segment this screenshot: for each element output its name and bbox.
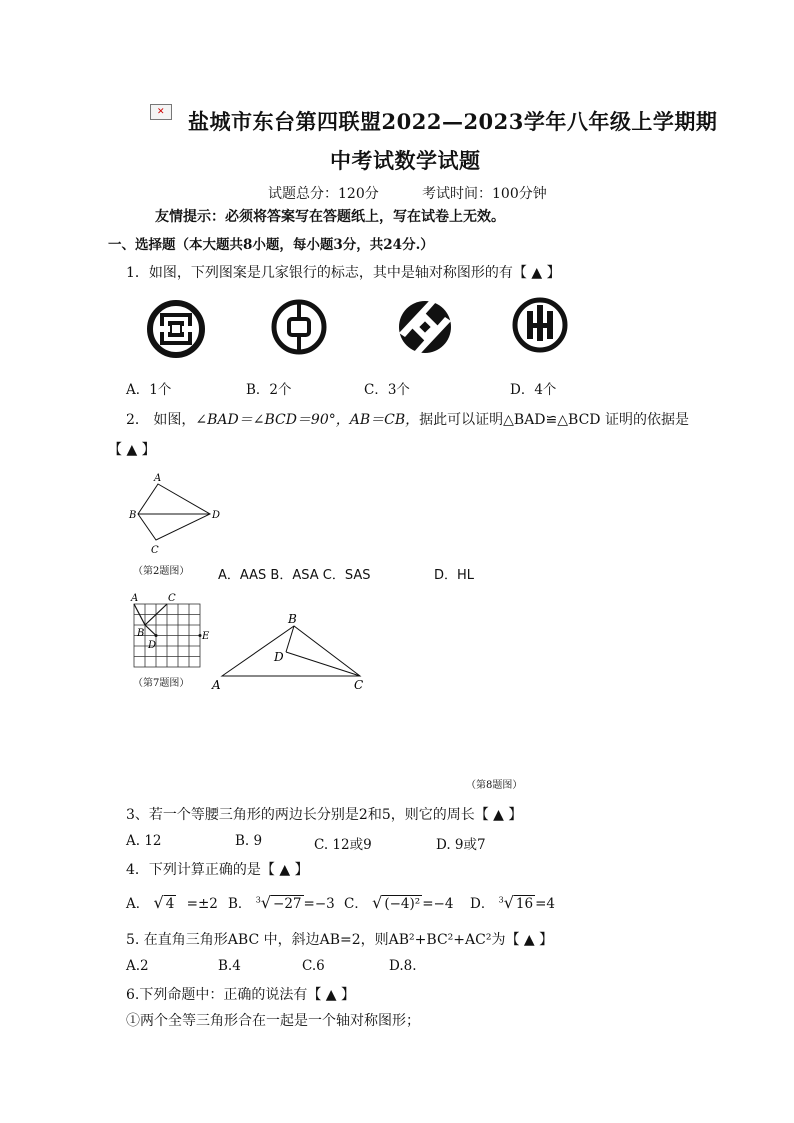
q2-option-d: D．HL	[434, 568, 475, 583]
q1-option-b: B．2个	[246, 382, 292, 398]
score-info: 试题总分：120分	[268, 186, 379, 202]
q3-option-b: B. 9	[235, 833, 263, 849]
question-2	[126, 409, 689, 429]
bank-logo-3	[399, 301, 451, 353]
fig7-label-d: D	[148, 640, 157, 651]
fig7-label-b: B	[137, 628, 145, 639]
sqrt-symbol: √	[503, 893, 514, 912]
q4-b-expr: −27	[273, 896, 302, 912]
fig2-label-b: B	[129, 510, 137, 521]
fig2-label-c: C	[151, 545, 159, 556]
q2-options: A．AAS B．ASA C．SAS	[218, 568, 371, 583]
fig8-label-d: D	[274, 650, 284, 664]
question-1: 1．如图，下列图案是几家银行的标志，其中是轴对称图形的有【 ▲ 】	[126, 265, 561, 281]
document-icon: ✕	[150, 104, 172, 120]
q4-d-rest: =4	[535, 896, 556, 912]
q1-option-d: D．4个	[510, 382, 557, 398]
q5-option-b: B.4	[218, 958, 241, 974]
time-info: 考试时间：100分钟	[422, 186, 547, 202]
bank-logos	[140, 293, 580, 368]
fig8-label-b: B	[288, 612, 297, 626]
title-line-1: 盐城市东台第四联盟2022—2023学年八年级上学期期	[188, 109, 718, 134]
q1-option-c: C．3个	[364, 382, 410, 398]
q5-option-d: D.8.	[389, 958, 417, 974]
q4-c-label: C．	[344, 896, 368, 912]
sqrt-symbol: √	[260, 893, 272, 912]
fig7-label-e: E	[202, 631, 210, 642]
bank-logo-4	[515, 300, 565, 350]
q4-b-rest: =−3	[303, 896, 335, 912]
bank-logo-1	[150, 303, 202, 355]
q4-b-index: 3	[255, 895, 261, 905]
q4-a-expr: 4	[165, 896, 175, 912]
fig2-label-d: D	[212, 510, 221, 521]
q4-c-rest: =−4	[422, 896, 454, 912]
q5-option-c: C.6	[302, 958, 325, 974]
notice: 友情提示：必须将答案写在答题纸上，写在试卷上无效。	[155, 209, 505, 225]
question-4: 4．下列计算正确的是【 ▲ 】	[126, 862, 309, 878]
question-5: 5. 在直角三角形ABC 中，斜边AB=2，则AB²+BC²+AC²为【 ▲ 】	[126, 932, 554, 948]
q6-item-1: ①两个全等三角形合在一起是一个轴对称图形；	[126, 1013, 420, 1029]
q4-option-b	[228, 892, 335, 912]
title-line-2: 中考试数学试题	[330, 148, 481, 173]
q4-a-rest: =±2	[186, 896, 218, 912]
q3-option-a: A. 12	[126, 833, 162, 849]
q4-c-expr: (−4)²	[384, 896, 421, 912]
question-6: 6.下列命题中：正确的说法有【 ▲ 】	[126, 987, 356, 1003]
fig8-label-a: A	[212, 678, 221, 692]
section-heading: 一、选择题（本大题共8小题，每小题3分，共24分.）	[108, 237, 434, 253]
sqrt-symbol: √	[153, 893, 164, 912]
q4-option-a	[126, 892, 218, 912]
q4-a-label: A．	[126, 896, 150, 912]
fig7-label-c: C	[168, 593, 176, 604]
question-3: 3、若一个等腰三角形的两边长分别是2和5，则它的周长【 ▲ 】	[126, 807, 523, 823]
figure-7	[126, 590, 216, 675]
fig8-label-c: C	[354, 678, 364, 692]
q3-option-d: D. 9或7	[436, 837, 486, 853]
fig7-caption: （第7题图）	[133, 678, 190, 689]
q4-d-label: D．	[470, 896, 495, 912]
q2-bracket: 【 ▲ 】	[108, 442, 156, 458]
q4-option-d	[470, 892, 555, 912]
q4-option-c	[344, 892, 453, 912]
q4-d-expr: 16	[515, 896, 534, 912]
q5-option-a: A.2	[126, 958, 149, 974]
sqrt-symbol: √	[372, 893, 383, 912]
fig8-caption: （第8题图）	[466, 780, 523, 791]
q2-prefix: 2． 如图，	[126, 412, 196, 428]
fig7-label-a: A	[131, 593, 139, 604]
q3-option-c: C. 12或9	[314, 837, 372, 853]
q4-d-index: 3	[498, 895, 504, 905]
bank-logo-2	[274, 302, 324, 352]
fig2-label-a: A	[154, 473, 162, 484]
figure-8	[210, 608, 370, 692]
q2-math: ∠BAD＝∠BCD＝90°，AB＝CB，	[195, 412, 420, 428]
fig2-caption: （第2题图）	[133, 566, 190, 577]
figure-2	[126, 470, 226, 560]
q1-option-a: A．1个	[126, 382, 172, 398]
q2-suffix: 据此可以证明△BAD≌△BCD 证明的依据是	[419, 412, 689, 428]
q4-b-label: B．	[228, 896, 252, 912]
